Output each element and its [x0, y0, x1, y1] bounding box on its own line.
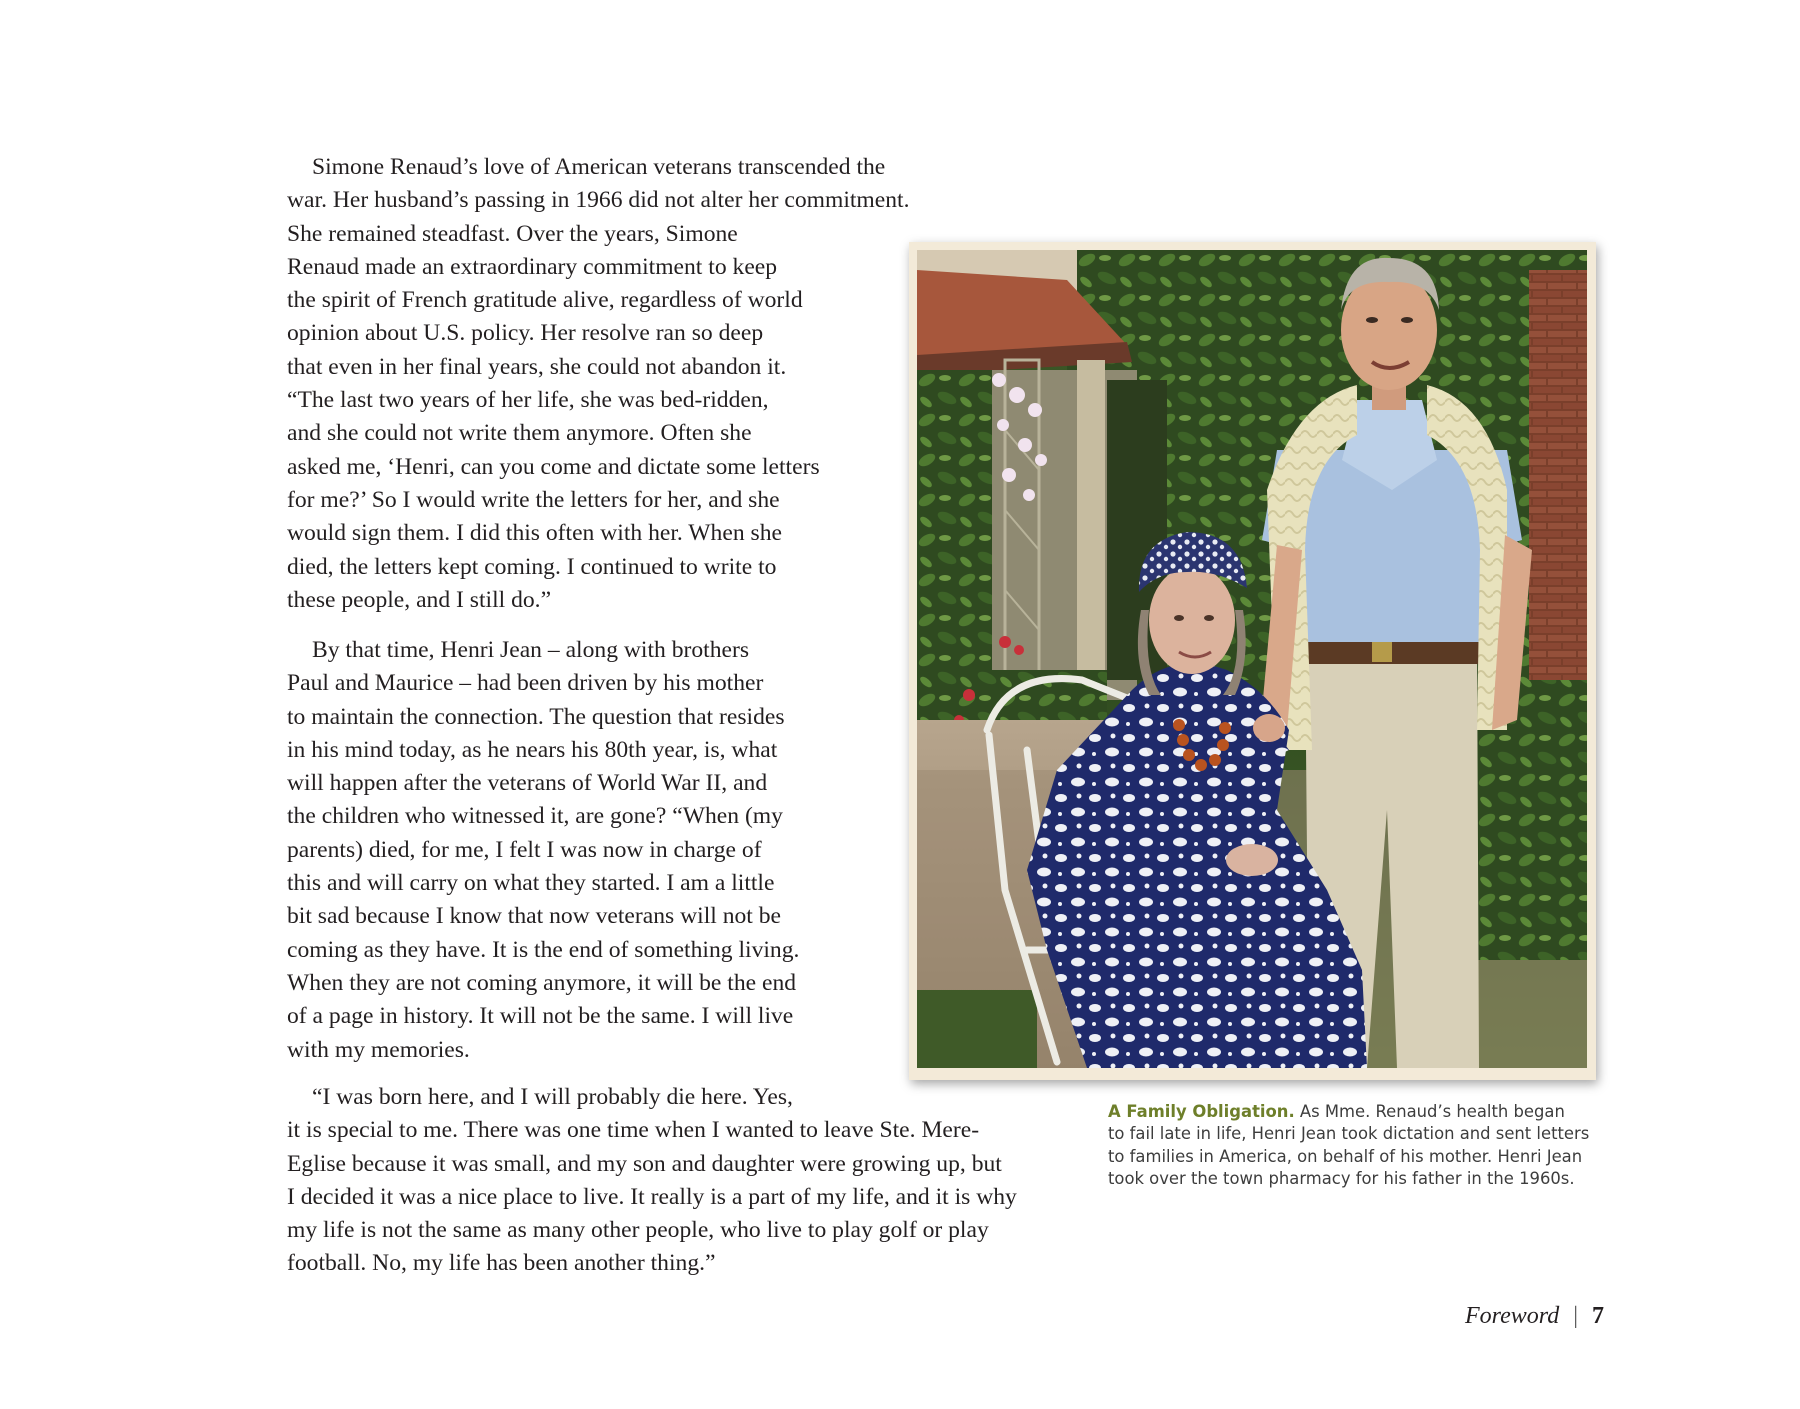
- text-line: Renaud made an extraordinary commitment to keep: [287, 253, 778, 280]
- text-line: parents) died, for me, I felt I was now in charge of: [287, 836, 762, 863]
- body-paragraph-2: [287, 634, 799, 1067]
- footer-separator: |: [1573, 1303, 1578, 1329]
- page-number: 7: [1592, 1303, 1604, 1329]
- text-line: asked me, ‘Henri, can you come and dictate some letters: [287, 453, 820, 480]
- text-line: She remained steadfast. Over the years, Simone: [287, 220, 738, 247]
- text-line: opinion about U.S. policy. Her resolve ran so deep: [287, 320, 764, 347]
- text-line: and she could not write them anymore. Often she: [287, 420, 752, 447]
- text-line: this and will carry on what they started. I am a little: [287, 870, 775, 897]
- caption-text: took over the town pharmacy for his father in the 1960s.: [1108, 1169, 1575, 1189]
- text-line: By that time, Henri Jean – along with brothers: [312, 637, 750, 663]
- caption-text: As Mme. Renaud’s health began: [1294, 1102, 1565, 1121]
- page-footer: [1465, 1303, 1604, 1330]
- text-line: When they are not coming anymore, it will be the end: [287, 969, 797, 996]
- text-line: Paul and Maurice – had been driven by his mother: [287, 670, 764, 697]
- body-paragraph-3: [287, 1081, 1017, 1281]
- text-line: the children who witnessed it, are gone? “When (my: [287, 803, 783, 830]
- text-line: to maintain the connection. The question that resides: [287, 703, 785, 730]
- text-line: of a page in history. It will not be the same. I will live: [287, 1003, 794, 1030]
- section-name: Foreword: [1464, 1303, 1560, 1329]
- text-line: that even in her final years, she could not abandon it.: [287, 353, 787, 380]
- text-line: Eglise because it was small, and my son and daughter were growing up, but: [287, 1150, 1002, 1177]
- text-line: “The last two years of her life, she was bed-ridden,: [287, 387, 769, 414]
- text-line: died, the letters kept coming. I continued to write to: [287, 553, 777, 580]
- text-line: would sign them. I did this often with her. When she: [287, 520, 782, 547]
- text-line: in his mind today, as he nears his 80th year, is, what: [287, 736, 778, 763]
- text-line: bit sad because I know that now veterans will not be: [287, 903, 782, 930]
- text-line: I decided it was a nice place to live. It really is a part of my life, and it is why: [287, 1183, 1017, 1210]
- photo-caption: [1108, 1101, 1603, 1191]
- photo-elderly-woman-and-son-in-garden: [917, 250, 1587, 1068]
- body-paragraph-1: [287, 151, 910, 617]
- text-line: Simone Renaud’s love of American veterans transcended the: [312, 154, 886, 180]
- text-line: these people, and I still do.”: [287, 586, 552, 613]
- caption-text: to fail late in life, Henri Jean took dictation and sent letters: [1108, 1124, 1590, 1144]
- text-line: with my memories.: [287, 1036, 470, 1063]
- text-line: will happen after the veterans of World War II, and: [287, 770, 768, 797]
- text-line: coming as they have. It is the end of something living.: [287, 936, 800, 963]
- caption-title: A Family Obligation.: [1108, 1102, 1295, 1121]
- text-line: for me?’ So I would write the letters for her, and she: [287, 486, 780, 513]
- text-line: “I was born here, and I will probably die here. Yes,: [312, 1084, 793, 1110]
- text-line: the spirit of French gratitude alive, regardless of world: [287, 287, 803, 314]
- text-line: my life is not the same as many other people, who live to play golf or play: [287, 1217, 989, 1244]
- text-line: football. No, my life has been another thing.”: [287, 1250, 716, 1277]
- text-line: it is special to me. There was one time when I wanted to leave Ste. Mere-: [287, 1117, 980, 1144]
- text-line: war. Her husband’s passing in 1966 did not alter her commitment.: [287, 187, 910, 214]
- caption-text: to families in America, on behalf of his mother. Henri Jean: [1108, 1146, 1583, 1166]
- photo-frame: [909, 242, 1596, 1080]
